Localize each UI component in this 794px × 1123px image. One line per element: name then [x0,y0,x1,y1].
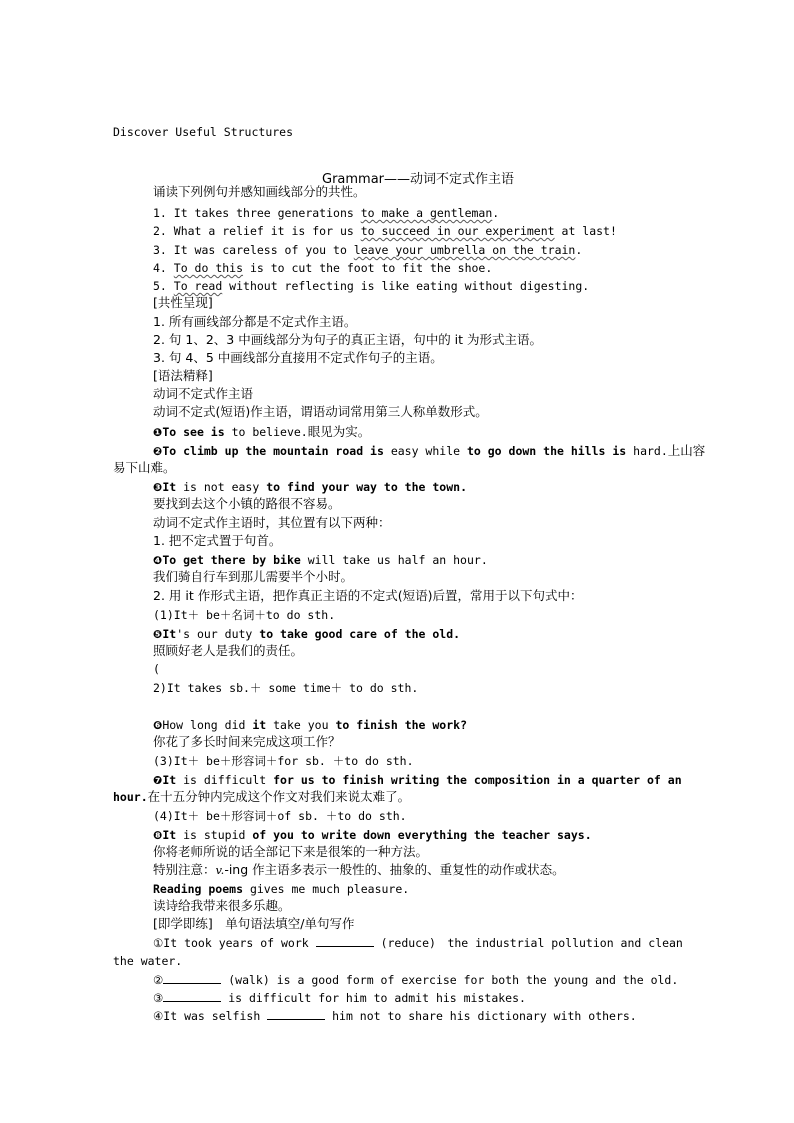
answer-blank[interactable] [316,935,374,947]
sentence-4: ❹To get there by bike will take us half an hour. [153,553,488,567]
circled-number: ❺ [153,628,163,641]
common-point-1: 1. 所有画线部分都是不定式作主语。 [153,314,357,329]
question-2: ② (walk) is a good form of exercise for both the young and the old. [153,973,679,987]
grammar-label: [语法精释] [153,368,213,383]
pattern-1: (1)It＋ be＋名词＋to do sth. [153,608,336,622]
sentence-7-cont: hour.在十五分钟内完成这个作文对我们来说太难了。 [113,789,411,804]
answer-blank[interactable] [163,972,221,984]
sentence-9: Reading poems gives me much pleasure. [153,882,410,896]
sentence-1: ❶To see is to believe.眼见为实。 [153,424,371,439]
example-3: 3. It was careless of you to leave your umbrella on the train. [153,243,583,257]
circled-number: ❶ [153,426,163,439]
question-3: ③ is difficult for him to admit his mistakes. [153,991,526,1005]
underlined-phrase: To read [173,279,223,293]
stray-paren: ( [153,662,160,676]
example-4: 4. To do this is to cut the foot to fit the shoe. [153,261,493,275]
pattern-4: (4)It＋ be＋形容词＋of sb. ＋to do sth. [153,809,407,823]
underlined-phrase: to succeed in our experiment [360,224,555,238]
sentence-3-translation: 要找到去这个小镇的路很不容易。 [153,496,341,511]
pattern-3: (3)It＋ be＋形容词＋for sb. ＋to do sth. [153,754,414,768]
circled-number: ❹ [153,554,163,567]
underlined-phrase: leave your umbrella on the train [353,243,576,257]
sentence-3: ❸It is not easy to find your way to the town. [153,480,467,494]
sentence-7: ❼It is difficult for us to finish writing the composition in a quarter of an [153,773,682,787]
question-1: ①It took years of work (reduce) the industrial pollution and clean [153,936,683,950]
sentence-9-translation: 读诗给我带来很多乐趣。 [153,898,291,913]
section-title-text: Grammar——动词不定式作主语 [322,172,515,187]
special-note: 特别注意：v.-ing 作主语多表示一般性的、抽象的、重复性的动作或状态。 [153,862,565,877]
sentence-2-cont: 易下山难。 [113,460,176,475]
underlined-phrase: to make a gentleman [360,206,493,220]
sentence-5-translation: 照顾好老人是我们的责任。 [153,643,304,658]
pattern-2: 2)It takes sb.＋ some time＋ to do sth. [153,681,419,695]
sentence-2: ❷To climb up the mountain road is easy while to go down the hills is hard.上山容 [153,443,706,458]
circled-number: ❷ [153,445,163,458]
position-1: 1. 把不定式置于句首。 [153,533,282,548]
position-intro: 动词不定式作主语时，其位置有以下两种： [153,515,391,530]
sentence-6-translation: 你花了多长时间来完成这项工作？ [153,734,341,749]
grammar-rule: 动词不定式(短语)作主语，谓语动词常用第三人称单数形式。 [153,404,488,419]
practice-label: [即学即练] 单句语法填空/单句写作 [153,916,355,931]
common-point-2: 2. 句 1、2、3 中画线部分为句子的真正主语，句中的 it 为形式主语。 [153,332,543,347]
example-2: 2. What a relief it is for us to succeed in our experiment at last! [153,224,617,238]
common-label: [共性呈现] [153,295,213,310]
circled-number: ❸ [153,481,163,494]
document-heading: Discover Useful Structures [113,125,294,139]
sentence-4-translation: 我们骑自行车到那儿需要半个小时。 [153,569,354,584]
answer-blank[interactable] [267,1008,325,1020]
example-5: 5. To read without reflecting is like eating without digesting. [153,279,590,293]
sentence-6: ❻How long did it take you to finish the work? [153,718,468,732]
answer-blank[interactable] [163,990,221,1002]
circled-number: ❻ [153,719,163,732]
underlined-phrase: To do this [173,261,244,275]
circled-number: ❽ [153,829,163,842]
grammar-subtitle: 动词不定式作主语 [153,386,254,401]
sentence-8: ❽It is stupid of you to write down everything the teacher says. [153,828,592,842]
intro-text: 诵读下列例句并感知画线部分的共性。 [153,184,366,199]
sentence-5: ❺It's our duty to take good care of the old. [153,627,461,641]
common-point-3: 3. 句 4、5 中画线部分直接用不定式作句子的主语。 [153,350,443,365]
question-1-cont: the water. [113,954,183,968]
example-1: 1. It takes three generations to make a gentleman. [153,206,500,220]
sentence-8-translation: 你将老师所说的话全部记下来是很笨的一种方法。 [153,844,429,859]
circled-number: ❼ [153,774,163,787]
question-4: ④It was selfish him not to share his dictionary with others. [153,1009,637,1023]
position-2: 2. 用 it 作形式主语，把作真正主语的不定式(短语)后置，常用于以下句式中： [153,588,583,603]
